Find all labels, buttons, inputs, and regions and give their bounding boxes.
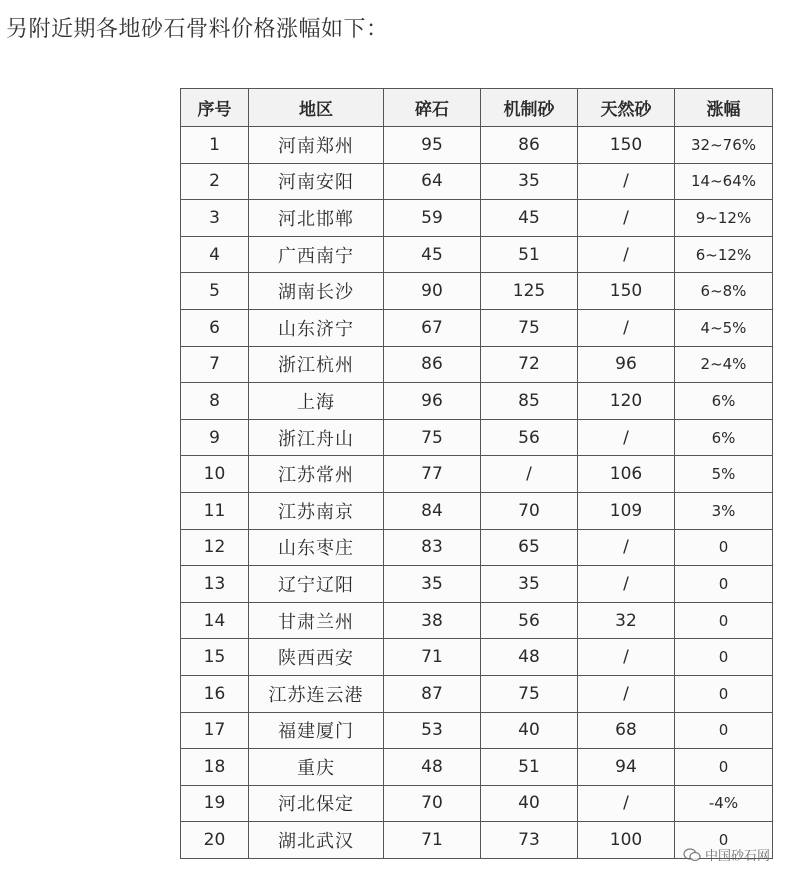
cell-gravel: 75 <box>384 419 481 456</box>
cell-manufactured-sand: 51 <box>481 236 578 273</box>
cell-seq: 8 <box>181 383 249 420</box>
cell-gravel: 77 <box>384 456 481 493</box>
cell-area: 上海 <box>249 383 384 420</box>
cell-seq: 15 <box>181 639 249 676</box>
table-row <box>181 346 773 383</box>
cell-rise: 0 <box>675 749 773 786</box>
cell-manufactured-sand: 35 <box>481 566 578 603</box>
table-row <box>181 309 773 346</box>
cell-manufactured-sand: 85 <box>481 383 578 420</box>
watermark-text: 中国砂石网 <box>704 849 770 864</box>
cell-seq: 19 <box>181 785 249 822</box>
cell-seq: 10 <box>181 456 249 493</box>
cell-natural-sand: / <box>578 675 675 712</box>
cell-manufactured-sand: 72 <box>481 346 578 383</box>
cell-seq: 1 <box>181 127 249 164</box>
header-rise: 涨幅 <box>675 89 773 127</box>
header-gravel: 碎石 <box>384 89 481 127</box>
cell-area: 河北保定 <box>249 785 384 822</box>
cell-gravel: 86 <box>384 346 481 383</box>
cell-seq: 18 <box>181 749 249 786</box>
cell-rise: 6% <box>675 383 773 420</box>
cell-rise: 32~76% <box>675 127 773 164</box>
cell-natural-sand: / <box>578 639 675 676</box>
cell-natural-sand: / <box>578 163 675 200</box>
cell-manufactured-sand: 56 <box>481 419 578 456</box>
cell-gravel: 64 <box>384 163 481 200</box>
cell-gravel: 35 <box>384 566 481 603</box>
cell-seq: 14 <box>181 602 249 639</box>
cell-rise: 3% <box>675 492 773 529</box>
cell-area: 重庆 <box>249 749 384 786</box>
cell-area: 湖北武汉 <box>249 822 384 859</box>
cell-area: 山东济宁 <box>249 309 384 346</box>
cell-natural-sand: 109 <box>578 492 675 529</box>
cell-rise: 0 <box>675 675 773 712</box>
cell-rise: 6~8% <box>675 273 773 310</box>
cell-rise: 0 <box>675 712 773 749</box>
header-seq: 序号 <box>181 89 249 127</box>
price-table-container <box>180 88 772 859</box>
cell-manufactured-sand: 86 <box>481 127 578 164</box>
cell-gravel: 53 <box>384 712 481 749</box>
table-row <box>181 712 773 749</box>
cell-natural-sand: 150 <box>578 273 675 310</box>
table-row <box>181 127 773 164</box>
cell-gravel: 38 <box>384 602 481 639</box>
watermark <box>683 845 770 864</box>
cell-natural-sand: 100 <box>578 822 675 859</box>
cell-area: 广西南宁 <box>249 236 384 273</box>
cell-area: 辽宁辽阳 <box>249 566 384 603</box>
cell-natural-sand: / <box>578 236 675 273</box>
table-row <box>181 273 773 310</box>
cell-gravel: 45 <box>384 236 481 273</box>
cell-rise: 0 <box>675 639 773 676</box>
cell-rise: 14~64% <box>675 163 773 200</box>
cell-seq: 9 <box>181 419 249 456</box>
cell-manufactured-sand: 35 <box>481 163 578 200</box>
cell-area: 江苏常州 <box>249 456 384 493</box>
table-row <box>181 566 773 603</box>
cell-seq: 16 <box>181 675 249 712</box>
cell-seq: 7 <box>181 346 249 383</box>
table-row <box>181 529 773 566</box>
cell-manufactured-sand: 73 <box>481 822 578 859</box>
cell-gravel: 71 <box>384 639 481 676</box>
table-row <box>181 383 773 420</box>
cell-area: 甘肃兰州 <box>249 602 384 639</box>
cell-natural-sand: 150 <box>578 127 675 164</box>
cell-area: 浙江杭州 <box>249 346 384 383</box>
cell-manufactured-sand: 70 <box>481 492 578 529</box>
cell-manufactured-sand: 40 <box>481 785 578 822</box>
cell-gravel: 90 <box>384 273 481 310</box>
table-row <box>181 639 773 676</box>
cell-rise: 2~4% <box>675 346 773 383</box>
cell-gravel: 96 <box>384 383 481 420</box>
cell-area: 河南安阳 <box>249 163 384 200</box>
cell-gravel: 87 <box>384 675 481 712</box>
cell-gravel: 71 <box>384 822 481 859</box>
cell-manufactured-sand: 51 <box>481 749 578 786</box>
table-row <box>181 785 773 822</box>
cell-gravel: 59 <box>384 200 481 237</box>
cell-area: 福建厦门 <box>249 712 384 749</box>
header-natural-sand: 天然砂 <box>578 89 675 127</box>
cell-gravel: 48 <box>384 749 481 786</box>
cell-manufactured-sand: 40 <box>481 712 578 749</box>
cell-area: 河北邯郸 <box>249 200 384 237</box>
cell-manufactured-sand: 45 <box>481 200 578 237</box>
table-row <box>181 456 773 493</box>
cell-manufactured-sand: 125 <box>481 273 578 310</box>
cell-rise: 6~12% <box>675 236 773 273</box>
cell-area: 山东枣庄 <box>249 529 384 566</box>
cell-manufactured-sand: 65 <box>481 529 578 566</box>
cell-gravel: 84 <box>384 492 481 529</box>
table-row <box>181 602 773 639</box>
cell-rise: 5% <box>675 456 773 493</box>
cell-seq: 2 <box>181 163 249 200</box>
cell-manufactured-sand: / <box>481 456 578 493</box>
cell-rise: 0 <box>675 566 773 603</box>
table-row <box>181 419 773 456</box>
cell-rise: 0 <box>675 822 773 859</box>
cell-manufactured-sand: 48 <box>481 639 578 676</box>
table-row <box>181 236 773 273</box>
table-row <box>181 492 773 529</box>
cell-natural-sand: 94 <box>578 749 675 786</box>
price-table <box>180 88 773 859</box>
cell-rise: 0 <box>675 529 773 566</box>
cell-area: 陕西西安 <box>249 639 384 676</box>
cell-natural-sand: / <box>578 200 675 237</box>
cell-seq: 17 <box>181 712 249 749</box>
cell-natural-sand: 32 <box>578 602 675 639</box>
cell-manufactured-sand: 75 <box>481 675 578 712</box>
table-row <box>181 749 773 786</box>
cell-natural-sand: 106 <box>578 456 675 493</box>
intro-text: 另附近期各地砂石骨料价格涨幅如下： <box>6 17 389 42</box>
cell-area: 江苏连云港 <box>249 675 384 712</box>
cell-manufactured-sand: 75 <box>481 309 578 346</box>
cell-gravel: 83 <box>384 529 481 566</box>
cell-seq: 11 <box>181 492 249 529</box>
cell-rise: -4% <box>675 785 773 822</box>
cell-manufactured-sand: 56 <box>481 602 578 639</box>
cell-rise: 0 <box>675 602 773 639</box>
cell-seq: 12 <box>181 529 249 566</box>
cell-area: 湖南长沙 <box>249 273 384 310</box>
cell-seq: 6 <box>181 309 249 346</box>
cell-natural-sand: / <box>578 309 675 346</box>
cell-natural-sand: / <box>578 419 675 456</box>
cell-gravel: 67 <box>384 309 481 346</box>
wechat-icon <box>683 848 701 862</box>
table-body <box>181 127 773 859</box>
cell-seq: 5 <box>181 273 249 310</box>
table-header-row <box>181 89 773 127</box>
cell-area: 江苏南京 <box>249 492 384 529</box>
cell-rise: 9~12% <box>675 200 773 237</box>
cell-natural-sand: 68 <box>578 712 675 749</box>
cell-seq: 3 <box>181 200 249 237</box>
cell-natural-sand: 120 <box>578 383 675 420</box>
cell-seq: 20 <box>181 822 249 859</box>
cell-seq: 4 <box>181 236 249 273</box>
cell-natural-sand: / <box>578 785 675 822</box>
cell-area: 河南郑州 <box>249 127 384 164</box>
table-row <box>181 675 773 712</box>
header-manufactured-sand: 机制砂 <box>481 89 578 127</box>
cell-natural-sand: 96 <box>578 346 675 383</box>
cell-area: 浙江舟山 <box>249 419 384 456</box>
cell-rise: 6% <box>675 419 773 456</box>
cell-gravel: 95 <box>384 127 481 164</box>
cell-rise: 4~5% <box>675 309 773 346</box>
table-row <box>181 163 773 200</box>
cell-natural-sand: / <box>578 566 675 603</box>
cell-seq: 13 <box>181 566 249 603</box>
cell-natural-sand: / <box>578 529 675 566</box>
table-row <box>181 200 773 237</box>
cell-gravel: 70 <box>384 785 481 822</box>
header-area: 地区 <box>249 89 384 127</box>
